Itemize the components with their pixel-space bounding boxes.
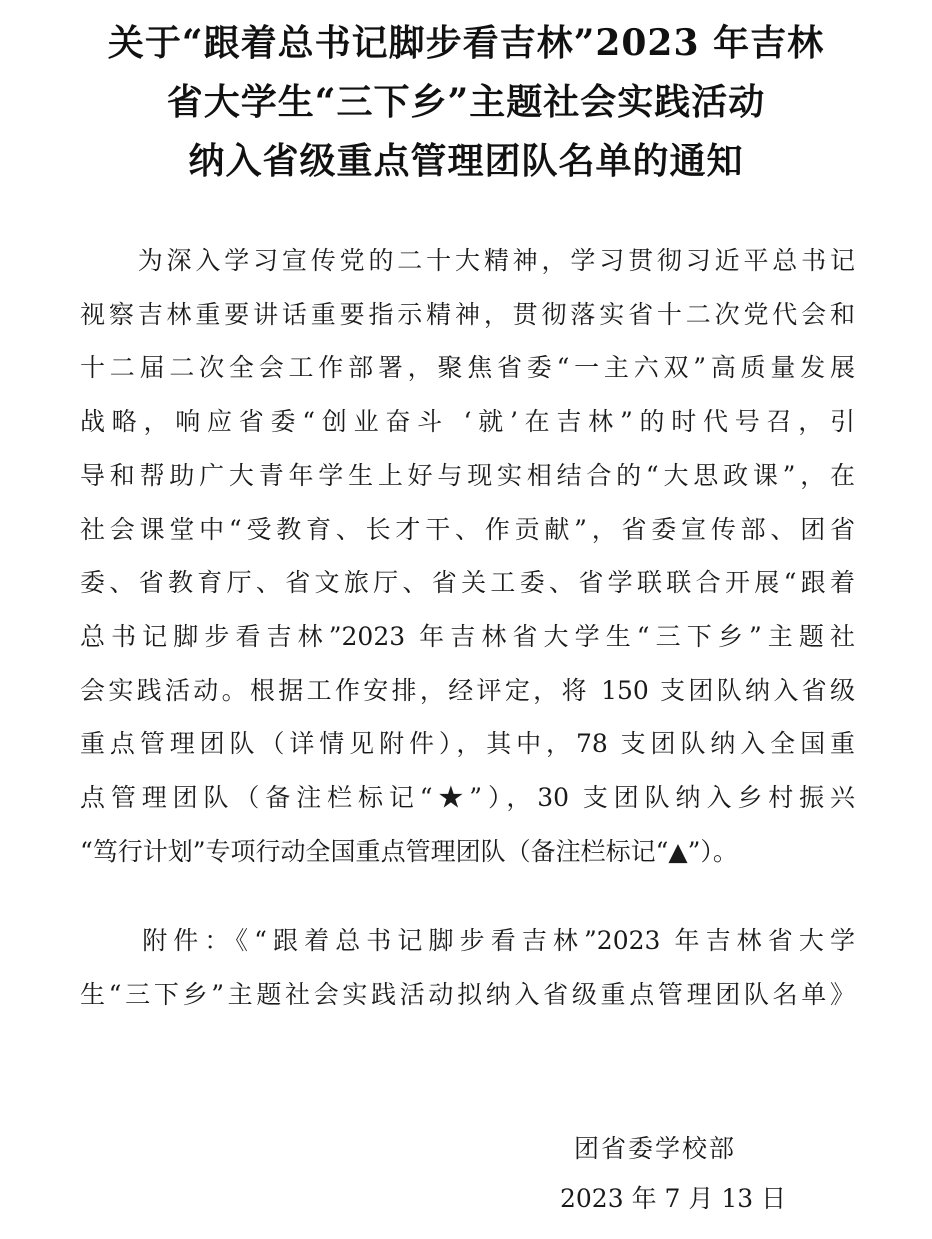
title-line: 纳入省级重点管理团队名单的通知 <box>188 140 744 182</box>
title-line: 关于“跟着总书记脚步看吉林”2023 年吉林 <box>107 22 825 64</box>
body-line: 为深入学习宣传党的二十大精神，学习贯彻习近平总书记 <box>80 246 855 275</box>
attachment-note <box>80 914 855 1021</box>
body-line: 总书记脚步看吉林”2023 年吉林省大学生“三下乡”主题社 <box>80 621 855 651</box>
body-line: 点管理团队（备注栏标记“★”），30 支团队纳入乡村振兴 <box>80 783 855 813</box>
body-line: 委、省教育厅、省文旅厅、省关工委、省学联联合开展“跟着 <box>80 568 855 598</box>
body-line: 十二届二次全会工作部署，聚焦省委“一主六双”高质量发展 <box>80 353 855 383</box>
notice-body-paragraph <box>80 234 855 878</box>
attachment-line: 生“三下乡”主题社会实践活动拟纳入省级重点管理团队名单》 <box>80 979 855 1009</box>
body-line: “笃行计划”专项行动全国重点管理团队（备注栏标记“▲”）。 <box>80 836 738 866</box>
signature-date: 2023 年 7 月 13 日 <box>560 1184 787 1213</box>
body-line: 社会课堂中“受教育、长才干、作贡献”，省委宣传部、团省 <box>80 514 855 544</box>
document-title <box>40 14 892 191</box>
body-line: 导和帮助广大青年学生上好与现实相结合的“大思政课”，在 <box>80 460 855 490</box>
title-line: 省大学生“三下乡”主题社会实践活动 <box>166 81 766 123</box>
body-line: 视察吉林重要讲话重要指示精神，贯彻落实省十二次党代会和 <box>80 299 855 329</box>
body-line: 重点管理团队（详情见附件），其中，78 支团队纳入全国重 <box>80 729 855 759</box>
attachment-line: 附件：《“跟着总书记脚步看吉林”2023 年吉林省大学 <box>80 926 855 955</box>
signature-organization: 团省委学校部 <box>574 1134 737 1163</box>
body-line: 会实践活动。根据工作安排，经评定，将 150 支团队纳入省级 <box>80 675 855 705</box>
body-line: 战略，响应省委“创业奋斗 ‘就’在吉林”的时代号召，引 <box>80 407 855 437</box>
